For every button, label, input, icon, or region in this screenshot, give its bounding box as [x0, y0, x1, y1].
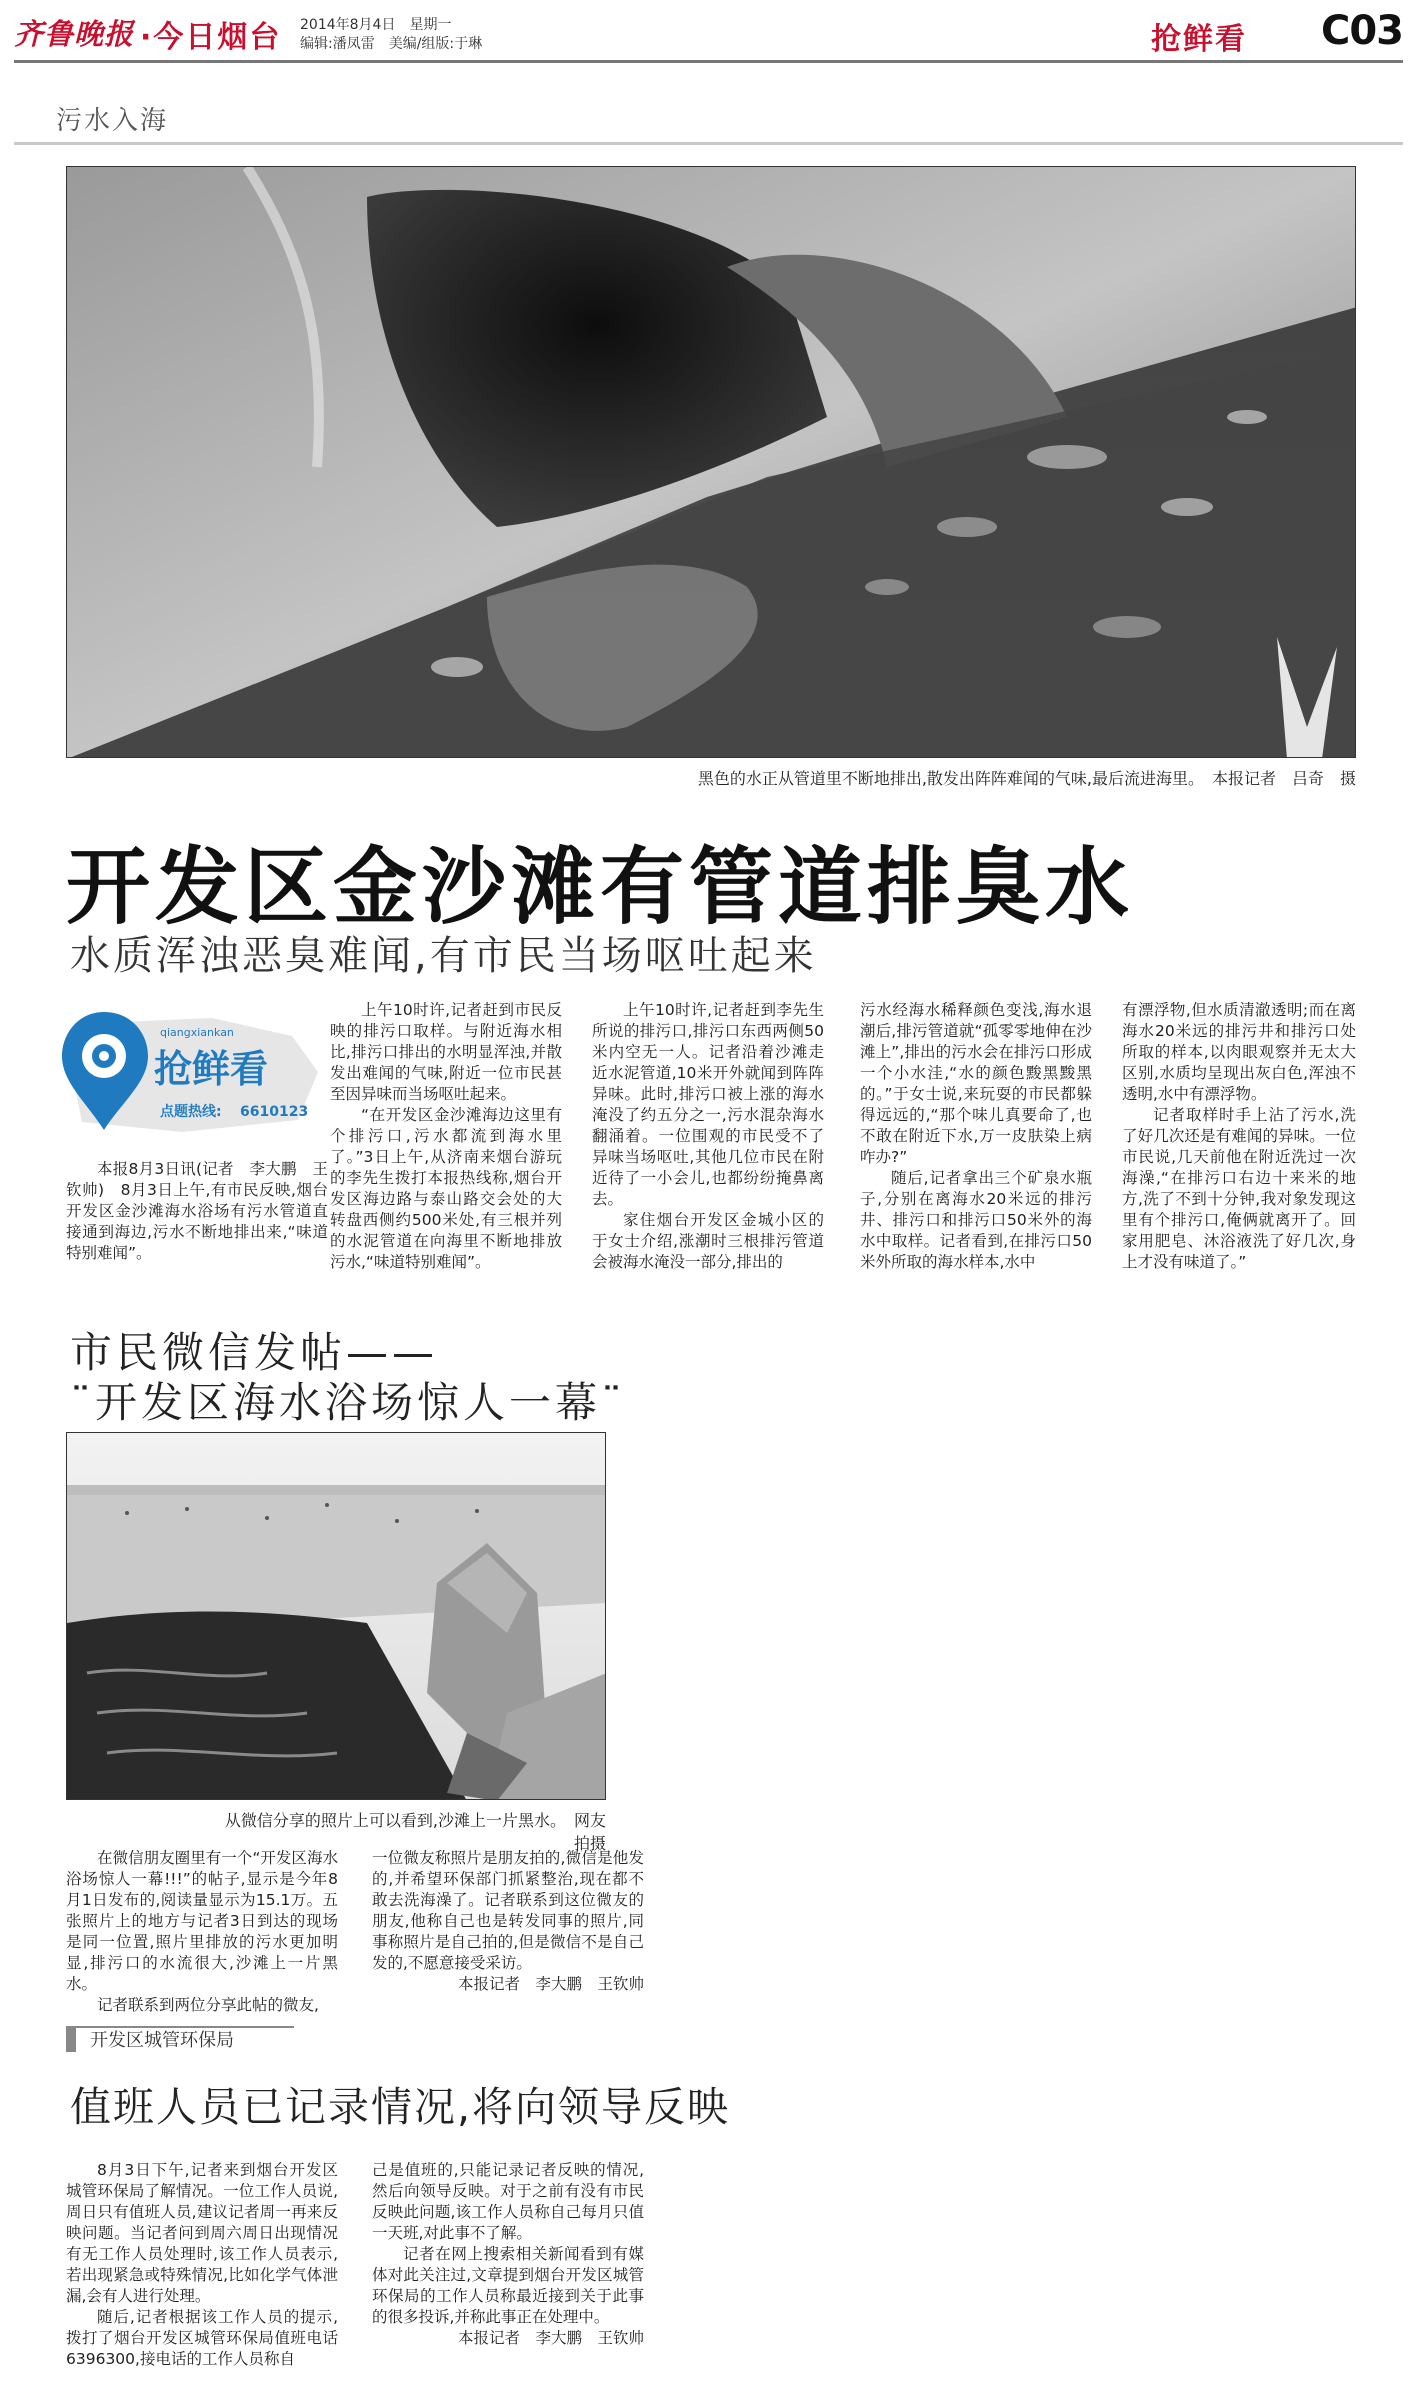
article1-column-1	[66, 1159, 328, 1264]
paragraph: 在微信朋友圈里有一个“开发区海水浴场惊人一幕!!!”的帖子,显示是今年8月1日发布的,阅读量显示为15.1万。五张照片上的地方与记者3日到达的现场是同一位置,照片里排放的污水更加明显,排污口的水流很大,沙滩上一片黑水。	[66, 1849, 338, 1993]
wechat-beach-photo	[66, 1432, 606, 1800]
paragraph: 有漂浮物,但水质清澈透明;而在离海水20米远的排污井和排污口处所取的样本,以肉眼观察并无太大区别,水质均呈现出灰白色,浑浊不透明,水中有漂浮物。	[1122, 1001, 1356, 1103]
article1-lead: 本报8月3日讯(记者 李大鹏 王钦帅) 8月3日上午,有市民反映,烟台开发区金沙滩海水浴场有污水管道直接通到海边,污水不断地排出来,“味道特别难闻”。	[66, 1160, 328, 1262]
topic-divider	[14, 142, 1403, 145]
editor-credits: 编辑:潘凤雷 美编/组版:于琳	[300, 36, 483, 52]
article3-byline: 本报记者 李大鹏 王钦帅	[457, 2329, 644, 2347]
sewage-pipe-photo	[66, 166, 1356, 758]
article3-headline: 值班人员已记录情况,将向领导反映	[70, 2083, 731, 2131]
photo2-caption: 从微信分享的照片上可以看到,沙滩上一片黑水。 网友拍摄	[224, 1811, 606, 1853]
article1-column-3	[592, 1000, 824, 1273]
issue-meta	[300, 16, 482, 54]
paragraph: “在开发区金沙滩海边这里有个排污口,污水都流到海水里了。”3日上午,从济南来烟台游玩的李先生拨打本报热线称,烟台开发区海边路与泰山路交会处的大转盘西侧约500米处,有三根并列的水泥管道在向海里不断地排放污水,“味道特别难闻”。	[330, 1106, 562, 1271]
paragraph: 8月3日下午,记者来到烟台开发区城管环保局了解情况。一位工作人员说,周日只有值班人员,建议记者周一再来反映问题。当记者问到周六周日出现情况有无工作人员处理时,该工作人员表示,若出现紧急或特殊情况,比如化学气体泄漏,会有人进行处理。	[66, 2161, 338, 2305]
logo-pinyin: qiangxiankan	[160, 1026, 234, 1039]
paragraph: 家住烟台开发区金城小区的于女士介绍,涨潮时三根排污管道会被海水淹没一部分,排出的	[592, 1211, 824, 1271]
page-header	[0, 0, 1417, 60]
page-number: C03	[1320, 8, 1403, 54]
paragraph: 己是值班的,只能记录记者反映的情况,然后向领导反映。对于之前有没有市民反映此问题,该工作人员称自己每月只值一天班,对此事不了解。	[372, 2161, 644, 2242]
newspaper-brand: 齐鲁晚报	[14, 17, 135, 51]
article1-column-5	[1122, 1000, 1356, 1273]
logo-hotline-label: 点题热线:	[160, 1104, 222, 1120]
paragraph: 记者取样时手上沾了污水,洗了好几次还是有难闻的异味。一位市民说,几天前他在附近洗过一次海澡,“在排污口右边十来米的地方,洗了不到十分钟,我对象发现这里有个排污口,俺俩就离开了。回家用肥皂、沐浴液洗了好几次,身上才没有味道了。”	[1122, 1106, 1356, 1271]
logo-hotline-number: 6610123	[240, 1104, 309, 1120]
article3-column-1	[66, 2160, 338, 2370]
article1-column-4	[860, 1000, 1092, 1273]
paragraph: 随后,记者拿出三个矿泉水瓶子,分别在离海水20米远的排污井、排污口和排污口50米外的海水中取样。记者看到,在排污口50米外所取的海水样本,水中	[860, 1169, 1092, 1271]
header-divider	[14, 60, 1403, 63]
article3-tag: 开发区城管环保局	[66, 2026, 294, 2052]
photo1-caption: 黑色的水正从管道里不断地排出,散发出阵阵难闻的气味,最后流进海里。 本报记者 吕奇 摄	[697, 769, 1356, 788]
article3-column-2	[372, 2160, 644, 2349]
main-subheadline: 水质浑浊恶臭难闻,有市民当场呕吐起来	[70, 933, 817, 979]
edition-name: ·今日烟台	[140, 20, 282, 55]
qiangxiankan-logo	[62, 1002, 322, 1142]
paragraph: 随后,记者根据该工作人员的提示,拨打了烟台开发区城管环保局值班电话6396300,接电话的工作人员称自	[66, 2308, 338, 2368]
issue-date: 2014年8月4日 星期一	[300, 17, 452, 33]
main-headline: 开发区金沙滩有管道排臭水	[66, 838, 1135, 936]
paragraph: 记者在网上搜索相关新闻看到有媒体对此关注过,文章提到烟台开发区城管环保局的工作人员称最近接到关于此事的很多投诉,并称此事正在处理中。	[372, 2245, 644, 2326]
article2-heading-line1: 市民微信发帖——	[70, 1328, 439, 1377]
paragraph: 一位微友称照片是朋友拍的,微信是他发的,并希望环保部门抓紧整治,现在都不敢去洗海澡了。记者联系到这位微友的朋友,他称自己也是转发同事的照片,同事称照片是自己拍的,但是微信不是自己发的,不愿意接受采访。	[372, 1849, 644, 1972]
paragraph: 上午10时许,记者赶到市民反映的排污口取样。与附近海水相比,排污口排出的水明显浑浊,并散发出难闻的气味,附近一位市民甚至因异味而当场呕吐起来。	[330, 1001, 562, 1103]
topic-label: 污水入海	[56, 106, 169, 136]
paragraph: 污水经海水稀释颜色变浅,海水退潮后,排污管道就“孤零零地伸在沙滩上”,排出的污水会在排污口形成一个小水洼,“水的颜色黢黑黢黑的。”于女士说,来玩耍的市民都躲得远远的,“那个味儿真要命了,也不敢在附近下水,万一皮肤染上病咋办?”	[860, 1001, 1092, 1166]
section-name: 抢鲜看	[1151, 22, 1247, 57]
article2-heading-line2: ¨开发区海水浴场惊人一幕¨	[70, 1378, 627, 1427]
logo-title: 抢鲜看	[154, 1047, 269, 1091]
paragraph: 记者联系到两位分享此帖的微友,	[97, 1996, 319, 2014]
article2-column-1	[66, 1848, 338, 2016]
article1-column-2	[330, 1000, 562, 1273]
article2-byline: 本报记者 李大鹏 王钦帅	[457, 1975, 644, 1993]
paragraph: 上午10时许,记者赶到李先生所说的排污口,排污口东西两侧50米内空无一人。记者沿着沙滩走近水泥管道,10米开外就闻到阵阵异味。此时,排污口被上涨的海水淹没了约五分之一,污水混杂海水翻涌着。一位围观的市民受不了异味当场呕吐,其他几位市民在附近待了一小会儿,也都纷纷掩鼻离去。	[592, 1001, 824, 1208]
article2-column-2	[372, 1848, 644, 1995]
